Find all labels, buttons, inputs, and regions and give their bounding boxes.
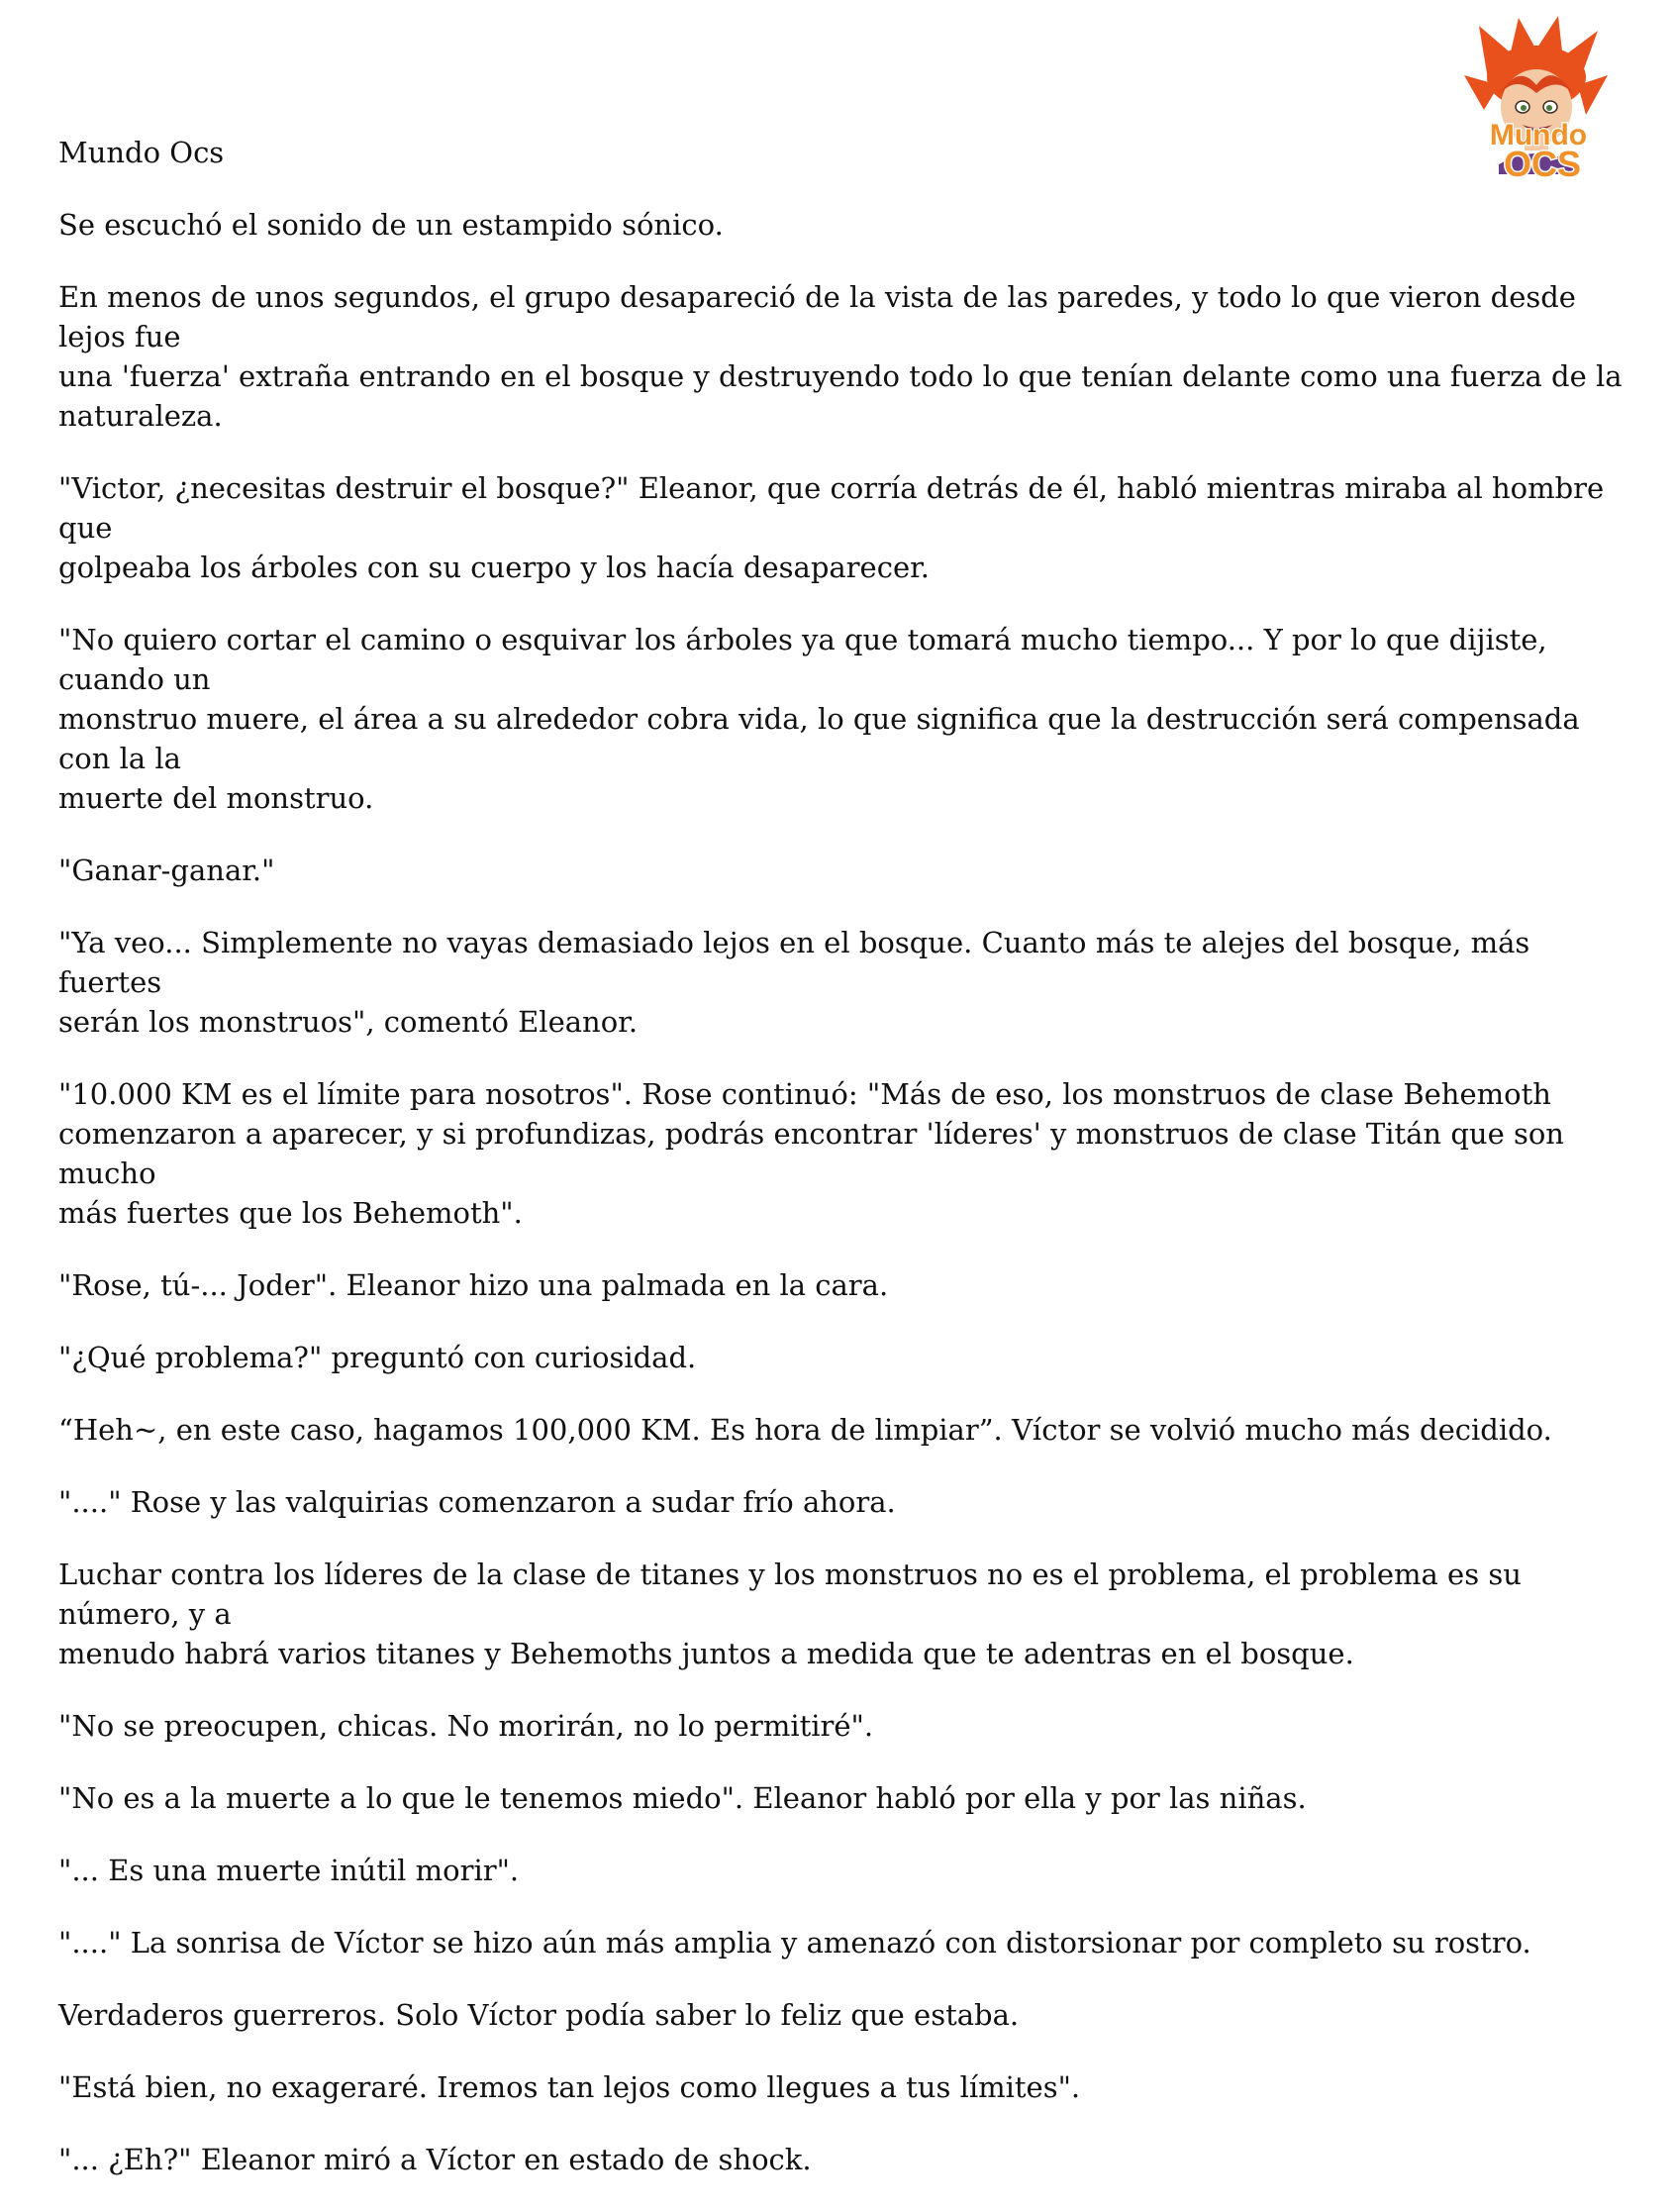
paragraph: “Heh~, en este caso, hagamos 100,000 KM. Es hora de limpiar”. Víctor se volvió mucho más decidido. [58, 1413, 1552, 1447]
paragraph: "No quiero cortar el camino o esquivar los árboles ya que tomará mucho tiempo... Y por lo que dijiste, cuando un monstruo muere, el área a su alrededor cobra vida, lo que significa que la destrucción será compensada con la la muerte del monstruo. [58, 623, 1580, 815]
paragraph: "Ya veo... Simplemente no vayas demasiado lejos en el bosque. Cuanto más te alejes del bosque, más fuertes serán los monstruos", comentó Eleanor. [58, 926, 1530, 1039]
paragraph: En menos de unos segundos, el grupo desapareció de la vista de las paredes, y todo lo que vieron desde lejos fue una 'fuerza' extraña entrando en el bosque y destruyendo todo lo que tenían delante como una fuerza de la naturaleza. [58, 280, 1623, 433]
logo-lettering-top: Mundo [1489, 119, 1588, 151]
paragraph: Verdaderos guerreros. Solo Víctor podía saber lo feliz que estaba. [58, 1998, 1020, 2032]
paragraph: "No se preocupen, chicas. No morirán, no lo permitiré". [58, 1709, 874, 1743]
paragraph: "...." La sonrisa de Víctor se hizo aún más amplia y amenazó con distorsionar por completo su rostro. [58, 1926, 1531, 1960]
paragraph: "...." Rose y las valquirias comenzaron a sudar frío ahora. [58, 1485, 896, 1519]
document-body [58, 205, 1632, 2212]
paragraph: "¿Qué problema?" preguntó con curiosidad. [58, 1341, 697, 1374]
paragraph: "... Es una muerte inútil morir". [58, 1854, 520, 1887]
mundo-ocs-logo [1459, 16, 1618, 184]
paragraph: Se escuchó el sonido de un estampido sónico. [58, 208, 724, 242]
paragraph: "Ganar-ganar." [58, 854, 275, 887]
paragraph: "Está bien, no exageraré. Iremos tan lejos como llegues a tus límites". [58, 2070, 1081, 2104]
paragraph: "... ¿Eh?" Eleanor miró a Víctor en estado de shock. [58, 2143, 812, 2176]
paragraph: Luchar contra los líderes de la clase de titanes y los monstruos no es el problema, el problema es su número, y a menudo habrá varios titanes y Behemoths juntos a medida que te adentras en el bosque. [58, 1558, 1522, 1670]
logo-lettering-bottom: OCS [1503, 144, 1582, 184]
paragraph: "Victor, ¿necesitas destruir el bosque?" Eleanor, que corría detrás de él, habló mientras miraba al hombre que golpeaba los árboles con su cuerpo y los hacía desaparecer. [58, 471, 1605, 584]
paragraph: "No es a la muerte a lo que le tenemos miedo". Eleanor habló por ella y por las niñas. [58, 1781, 1307, 1815]
document-title: Mundo Ocs [58, 136, 225, 169]
paragraph: "Rose, tú-... Joder". Eleanor hizo una palmada en la cara. [58, 1268, 889, 1302]
paragraph: "10.000 KM es el límite para nosotros". Rose continuó: "Más de eso, los monstruos de clase Behemoth comenzaron a aparecer, y si profundizas, podrás encontrar 'líderes' y monstruos de clase Titán que son mucho más fuertes que los Behemoth". [58, 1077, 1564, 1230]
